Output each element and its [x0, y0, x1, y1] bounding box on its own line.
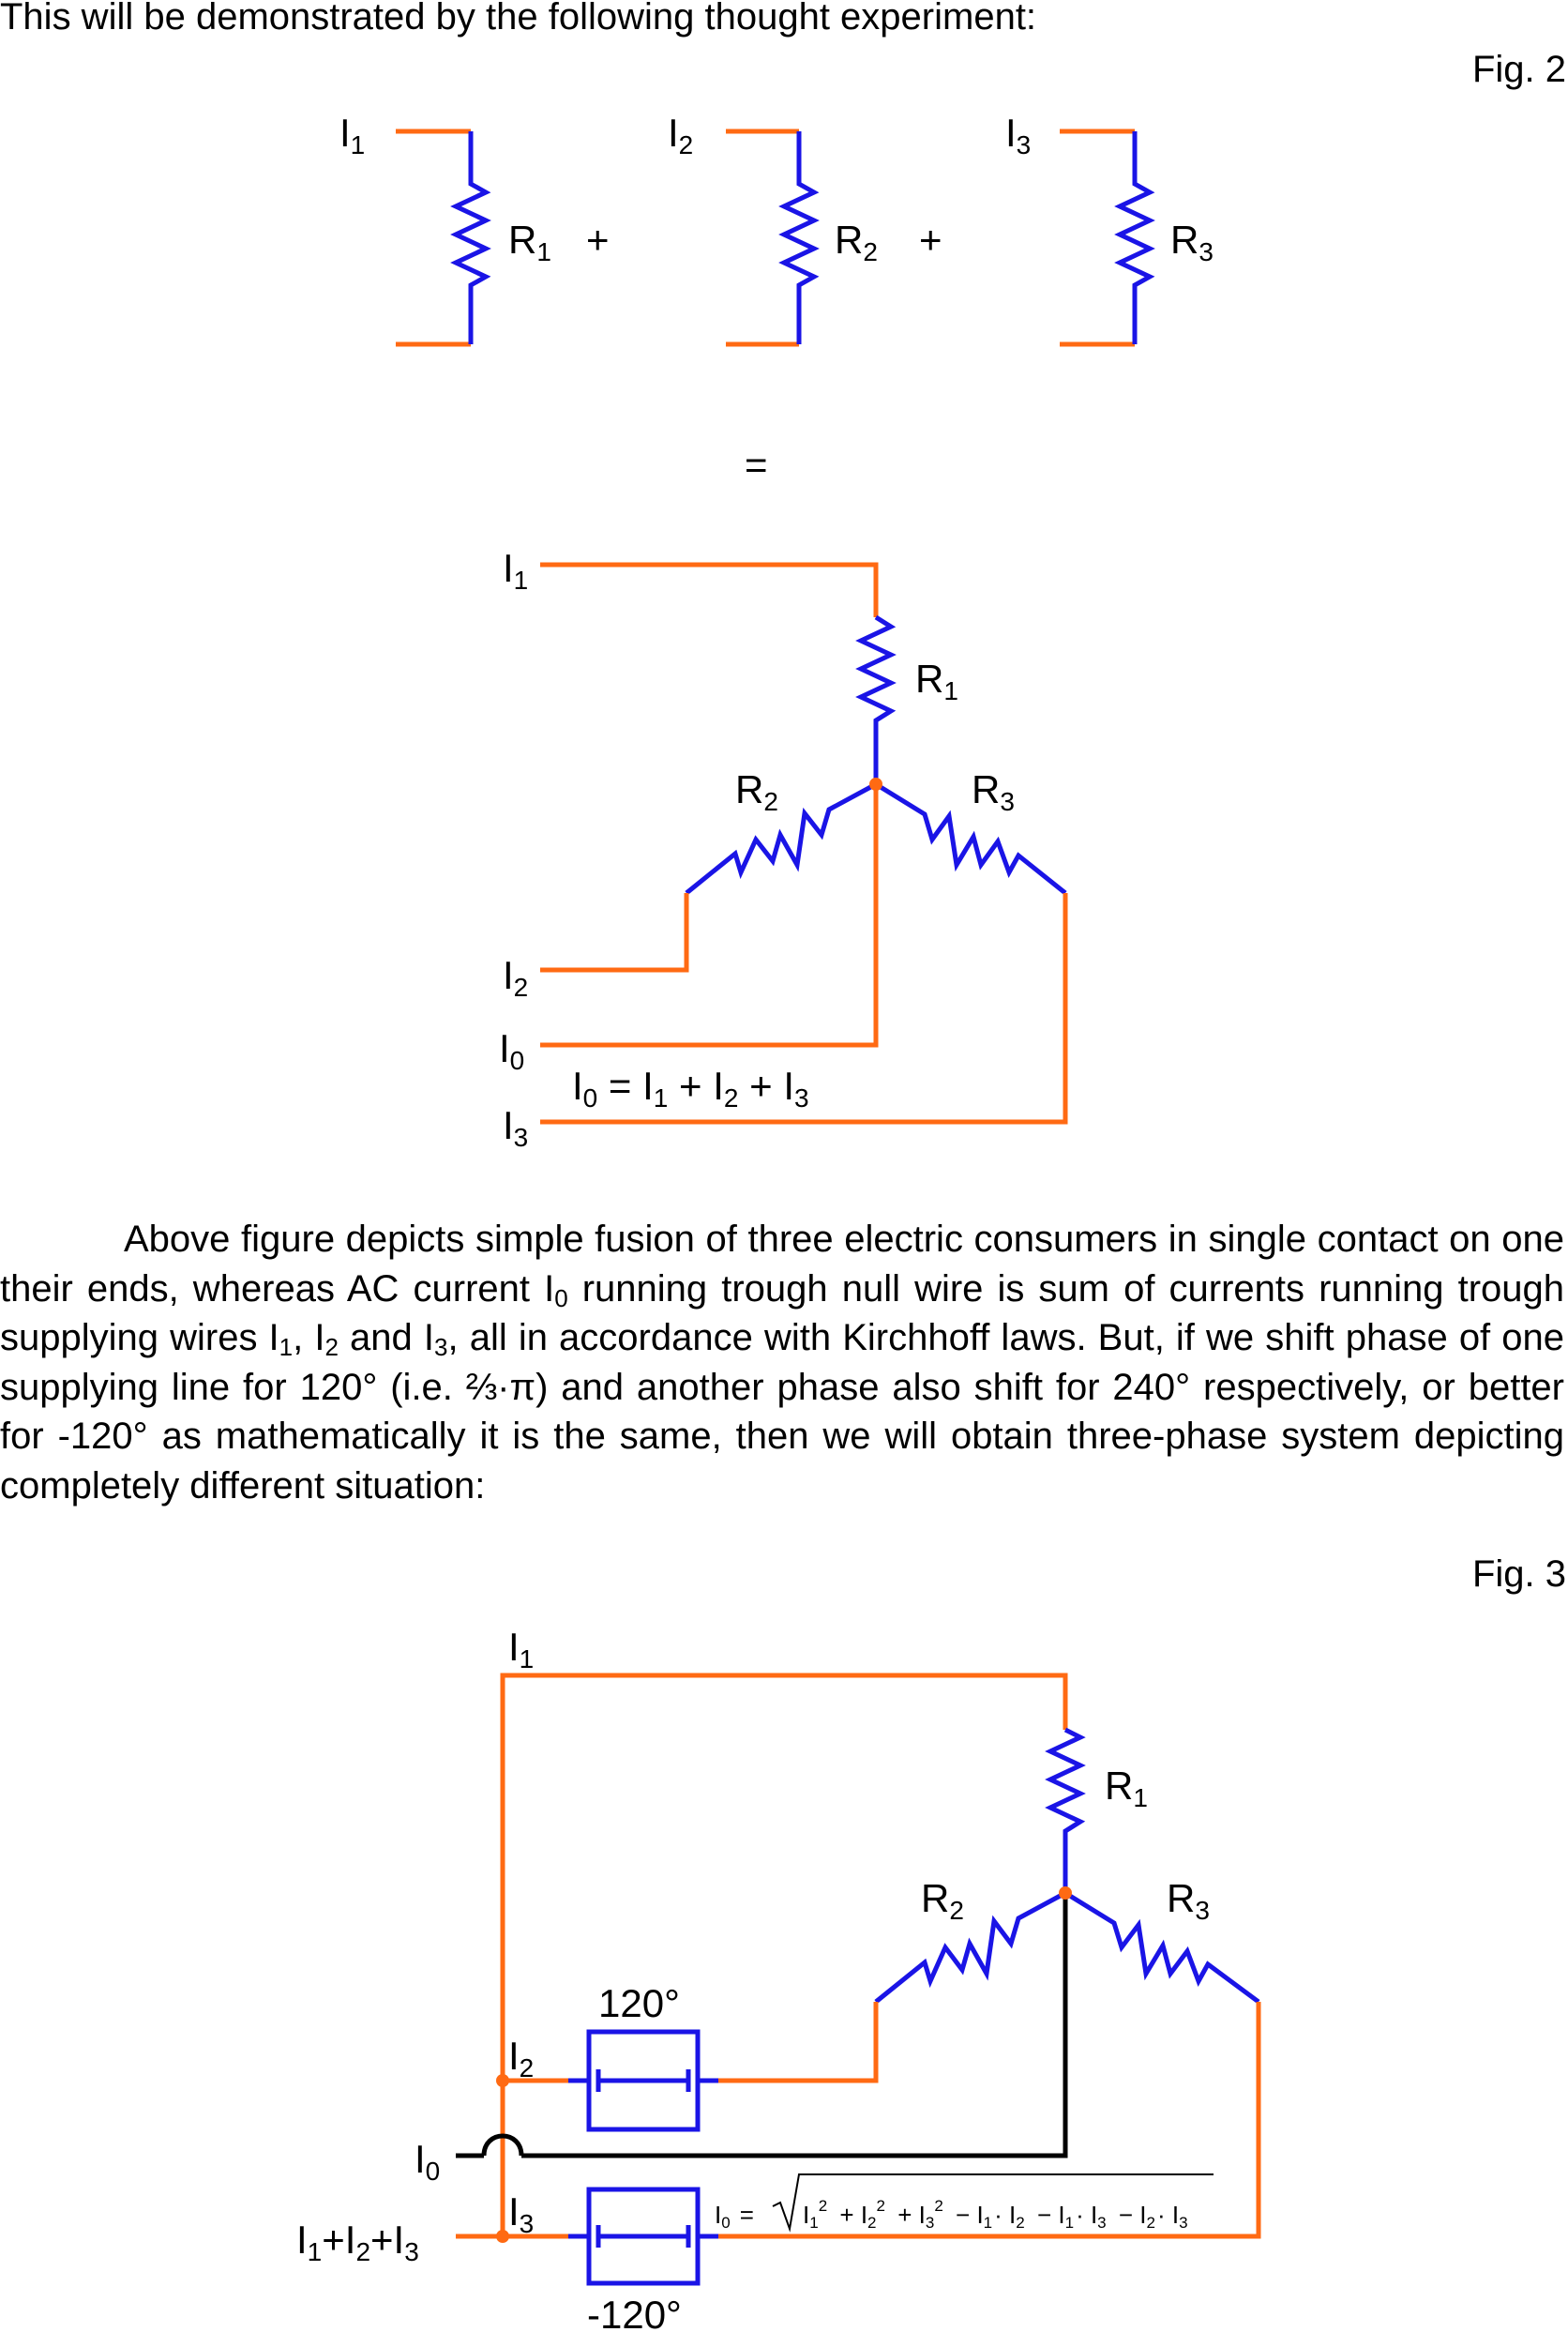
fig3-current-2: I2: [508, 2034, 535, 2082]
fig2-plus-2: +: [919, 218, 942, 262]
fig2-resistor-label-1: R1: [508, 218, 551, 266]
fig2-sum-equation: I0 = I1 + I2 + I3: [572, 1064, 809, 1113]
fig2-star-current-1: I1: [503, 546, 529, 595]
fig3-sum-label: I1+I2+I3: [296, 2218, 419, 2266]
svg-text:I12 + I22 + I32: $I1^2$ + $I2^2$ + $I3^2$ − I1· I2 − I1· I3 − I2· I3: [803, 2197, 1188, 2232]
fig2-star-current-2: I2: [503, 953, 529, 1002]
fig3-phase-minus-120: -120°: [587, 2293, 682, 2332]
fig2-star-resistor-2: R2: [735, 767, 778, 816]
fig2-current-label-2: I2: [668, 111, 694, 159]
fig3-null-current-formula: [715, 2174, 1214, 2234]
fig2-current-label-3: I3: [1005, 111, 1032, 159]
fig2-star-circuit: [540, 565, 1065, 1122]
fig2-star-current-3: I3: [503, 1103, 529, 1152]
fig3-resistor-3: R3: [1167, 1876, 1210, 1925]
fig2-resistor-label-3: R3: [1170, 218, 1214, 266]
fig2-star-resistor-1: R1: [915, 657, 958, 705]
fig3-current-3: I3: [508, 2189, 535, 2238]
fig3-current-0: I0: [415, 2137, 441, 2186]
fig3-resistor-2: R2: [921, 1876, 964, 1925]
fig2-label: Fig. 2: [1471, 49, 1566, 90]
fig2-resistor-1: [396, 131, 486, 344]
fig3-resistor-1: R1: [1105, 1764, 1148, 1812]
fig3-current-1: I1: [508, 1625, 535, 1673]
body-paragraph: Above figure depicts simple fusion of three electric consumers in single contact on one their ends, whereas AC current $I_0$ running trough null wire is sum of currents running trough supplying wires $I_1$, $I_2$ and $I_3$, all in accordance with Kirchhoff laws. But, if we shift phase of one supplying line for 120° (i.e. ⅔·π) and another phase also shift for 240° respectively, or better for -120° as mathematically it is the same, then we will obtain three-phase system depicting completely different situation:: [0, 1219, 1565, 1507]
svg-text:I0=: I0 =: [715, 2201, 754, 2232]
fig2-resistor-3: [1060, 131, 1150, 344]
fig2-star-resistor-3: R3: [972, 767, 1015, 816]
fig3-label: Fig. 3: [1471, 1553, 1566, 1595]
fig3-phase-plus-120: 120°: [598, 1981, 680, 2025]
fig2-resistor-2: [726, 131, 814, 344]
fig3-circuit: [456, 1675, 1259, 2283]
intro-text: This will be demonstrated by the following thought experiment:: [0, 0, 1037, 38]
fig2-equals: =: [745, 443, 768, 487]
fig2-plus-1: +: [586, 218, 610, 262]
fig2-current-label-1: I1: [339, 111, 366, 159]
fig2-star-current-0: I0: [499, 1026, 525, 1075]
fig2-resistor-label-2: R2: [835, 218, 878, 266]
